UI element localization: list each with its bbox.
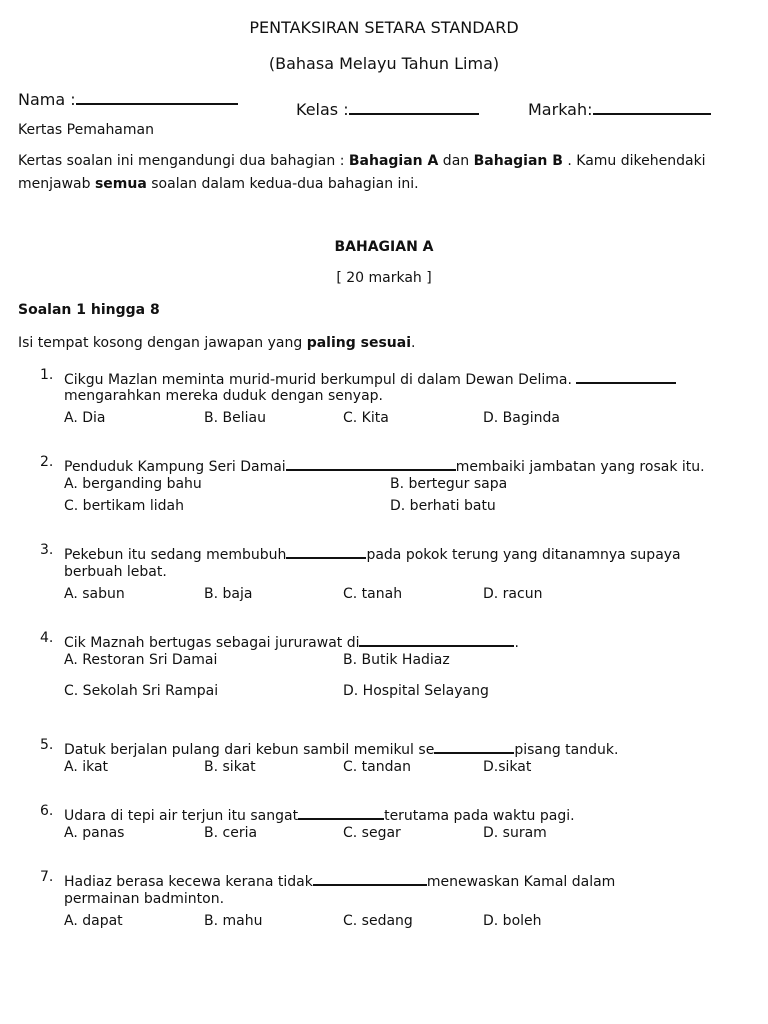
answer-blank[interactable] bbox=[576, 367, 676, 384]
question-text bbox=[64, 542, 681, 563]
directive-text: Isi tempat kosong dengan jawapan yang bbox=[18, 335, 307, 351]
option[interactable]: A. berganding bahu bbox=[64, 476, 202, 492]
option[interactable]: D. racun bbox=[483, 586, 543, 602]
option[interactable]: C. sedang bbox=[343, 913, 413, 929]
option[interactable]: D.sikat bbox=[483, 759, 532, 775]
question-stem: pada pokok terung yang ditanamnya supaya bbox=[366, 547, 681, 563]
option[interactable]: B. bertegur sapa bbox=[390, 476, 508, 492]
option[interactable]: B. baja bbox=[204, 586, 253, 602]
question-stem: pisang tanduk. bbox=[514, 742, 619, 758]
option[interactable]: B. sikat bbox=[204, 759, 256, 775]
option[interactable]: B. ceria bbox=[204, 825, 258, 841]
question-stem: Penduduk Kampung Seri Damai bbox=[64, 459, 286, 475]
question-stem: menewaskan Kamal dalam bbox=[426, 874, 616, 890]
option[interactable]: D. suram bbox=[483, 825, 547, 841]
instructions-text: Kertas soalan ini mengandungi dua bahagian : bbox=[18, 153, 349, 169]
question-stem: Udara di tepi air terjun itu sangat bbox=[64, 808, 299, 824]
question-number: 6. bbox=[40, 803, 54, 819]
question-text-line-2: permainan badminton. bbox=[64, 891, 225, 907]
option[interactable]: D. Hospital Selayang bbox=[343, 683, 489, 699]
nama-blank[interactable] bbox=[76, 88, 238, 105]
option[interactable]: C. bertikam lidah bbox=[64, 498, 184, 514]
option[interactable]: A. panas bbox=[64, 825, 125, 841]
question-stem: membaiki jambatan yang rosak itu. bbox=[455, 459, 705, 475]
markah-field[interactable] bbox=[528, 98, 711, 119]
question-stem: Cikgu Mazlan meminta murid-murid berkumpul di dalam Dewan Delima. bbox=[64, 372, 577, 388]
page-title: PENTAKSIRAN SETARA STANDARD bbox=[249, 18, 519, 37]
section-title: BAHAGIAN A bbox=[334, 239, 434, 255]
question-stem: . bbox=[514, 635, 519, 651]
instructions-text: dan bbox=[438, 153, 474, 169]
instructions-bold: Bahagian A bbox=[348, 153, 439, 169]
page-subtitle: (Bahasa Melayu Tahun Lima) bbox=[268, 54, 500, 73]
option[interactable]: B. mahu bbox=[204, 913, 263, 929]
question-stem: Pekebun itu sedang membubuh bbox=[64, 547, 287, 563]
instructions-bold: Bahagian B bbox=[473, 153, 563, 169]
nama-label: Nama : bbox=[18, 90, 76, 109]
nama-field[interactable] bbox=[18, 88, 238, 109]
option[interactable]: B. Butik Hadiaz bbox=[343, 652, 450, 668]
question-text-line-2: berbuah lebat. bbox=[64, 564, 167, 580]
answer-blank[interactable] bbox=[298, 803, 384, 820]
kelas-blank[interactable] bbox=[349, 98, 479, 115]
answer-blank[interactable] bbox=[286, 542, 366, 559]
option[interactable]: C. tandan bbox=[343, 759, 411, 775]
directive-text: . bbox=[411, 335, 416, 351]
question-stem: terutama pada waktu pagi. bbox=[384, 808, 575, 824]
option[interactable]: C. Sekolah Sri Rampai bbox=[64, 683, 219, 699]
option[interactable]: D. berhati batu bbox=[390, 498, 496, 514]
answer-blank[interactable] bbox=[434, 737, 514, 754]
instructions-text: soalan dalam kedua-dua bahagian ini. bbox=[146, 176, 419, 192]
markah-label: Markah: bbox=[528, 100, 593, 119]
question-number: 2. bbox=[40, 454, 54, 470]
option[interactable]: D. boleh bbox=[483, 913, 542, 929]
option[interactable]: A. ikat bbox=[64, 759, 109, 775]
option[interactable]: A. Dia bbox=[64, 410, 106, 426]
option[interactable]: D. Baginda bbox=[483, 410, 560, 426]
answer-blank[interactable] bbox=[313, 869, 427, 886]
section-directive bbox=[18, 335, 415, 351]
question-text bbox=[64, 737, 618, 758]
kelas-field[interactable] bbox=[296, 98, 479, 119]
question-text bbox=[64, 454, 705, 475]
question-number: 4. bbox=[40, 630, 54, 646]
option[interactable]: C. tanah bbox=[343, 586, 403, 602]
question-stem: Cik Maznah bertugas sebagai jururawat di bbox=[64, 635, 360, 651]
question-number: 7. bbox=[40, 869, 54, 885]
instructions-text: . Kamu dikehendaki bbox=[562, 153, 706, 169]
question-stem: Hadiaz berasa kecewa kerana tidak bbox=[64, 874, 313, 890]
option[interactable]: B. Beliau bbox=[204, 410, 266, 426]
question-number: 5. bbox=[40, 737, 54, 753]
question-number: 1. bbox=[40, 367, 54, 383]
markah-blank[interactable] bbox=[593, 98, 711, 115]
option[interactable]: A. Restoran Sri Damai bbox=[64, 652, 218, 668]
option[interactable]: A. dapat bbox=[64, 913, 123, 929]
instructions-text: menjawab bbox=[18, 176, 95, 192]
instructions-line-1 bbox=[18, 153, 706, 169]
answer-blank[interactable] bbox=[359, 630, 514, 647]
question-stem: Datuk berjalan pulang dari kebun sambil memikul se bbox=[64, 742, 435, 758]
question-number: 3. bbox=[40, 542, 54, 558]
answer-blank[interactable] bbox=[286, 454, 456, 471]
question-text bbox=[64, 869, 615, 890]
kelas-label: Kelas : bbox=[296, 100, 349, 119]
directive-bold: paling sesuai bbox=[306, 335, 411, 351]
option[interactable]: C. segar bbox=[343, 825, 401, 841]
paper-name: Kertas Pemahaman bbox=[18, 122, 154, 138]
question-text bbox=[64, 803, 575, 824]
instructions-bold: semua bbox=[94, 176, 147, 192]
question-text-line-2: mengarahkan mereka duduk dengan senyap. bbox=[64, 388, 383, 404]
question-text bbox=[64, 630, 519, 651]
question-range: Soalan 1 hingga 8 bbox=[18, 302, 160, 318]
option[interactable]: C. Kita bbox=[343, 410, 389, 426]
instructions-line-2 bbox=[18, 176, 419, 192]
option[interactable]: A. sabun bbox=[64, 586, 125, 602]
section-marks: [ 20 markah ] bbox=[336, 270, 432, 286]
question-text bbox=[64, 367, 676, 388]
